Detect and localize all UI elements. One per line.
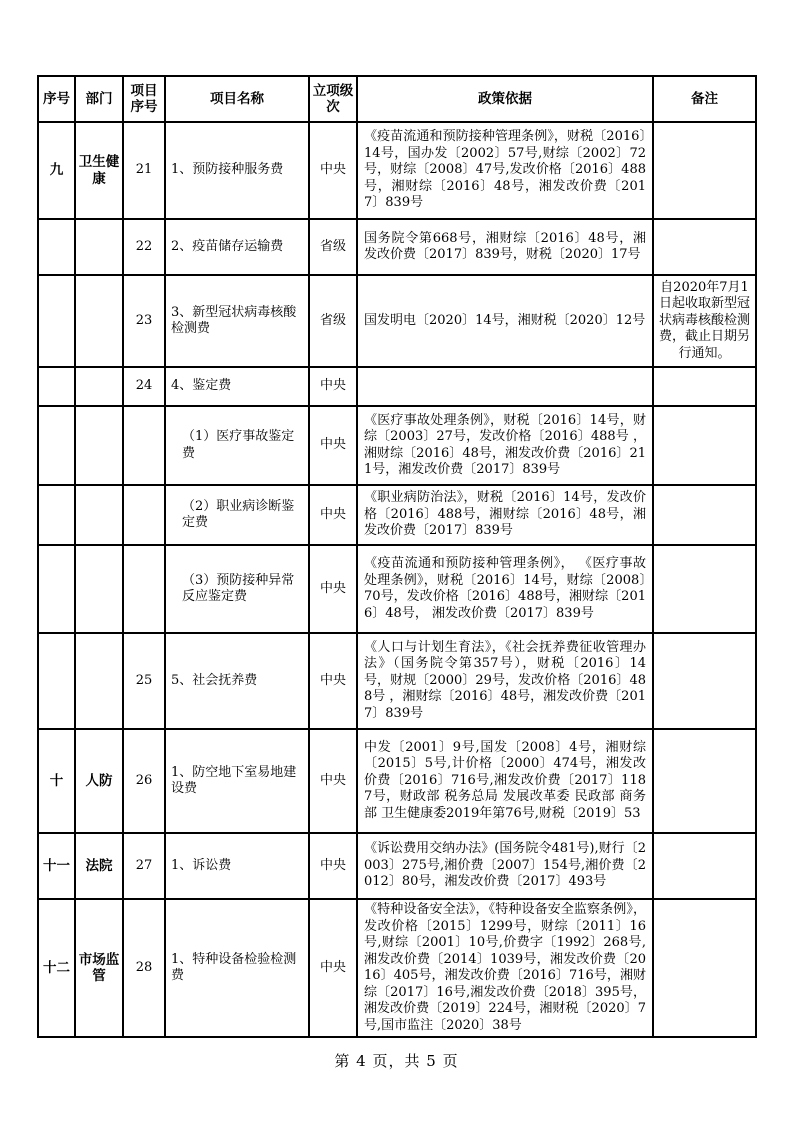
cell-dept	[75, 485, 123, 545]
cell-note	[653, 633, 756, 729]
cell-seq: 九	[38, 122, 75, 219]
cell-dept: 卫生健康	[75, 122, 123, 219]
cell-note	[653, 545, 756, 633]
table-header-row	[38, 76, 756, 122]
cell-dept	[75, 275, 123, 367]
cell-dept	[75, 545, 123, 633]
cell-dept	[75, 219, 123, 275]
cell-policy: 《疫苗流通和预防接种管理条例》， 《医疗事故处理条例》，财税〔2016〕14号，财综〔2008〕70号，发改价格〔2016〕488号，湘财综〔2016〕48号， 湘发改价费〔2017〕839号	[357, 545, 653, 633]
cell-policy: 《人口与计划生育法》，《社会抚养费征收管理办法》（国务院令第357号），财税〔2016〕14号，财规〔2000〕29号，发改价格〔2016〕488号 ，湘财综〔2016〕48号，湘发改价费〔2017〕839号	[357, 633, 653, 729]
cell-policy: 《疫苗流通和预防接种管理条例》，财税〔2016〕14号，国办发〔2002〕57号,财综〔2002〕72号，财综〔2008〕47号,发改价格〔2016〕488号，湘财综〔2016〕48号，湘发改价费〔2017〕839号	[357, 122, 653, 219]
cell-item-no	[123, 545, 165, 633]
cell-note	[653, 485, 756, 545]
cell-item-name: 5、社会抚养费	[165, 633, 309, 729]
cell-policy: 国务院令第668号，湘财综〔2016〕48号，湘发改价费〔2017〕839号，财税〔2020〕17号	[357, 219, 653, 275]
cell-item-no	[123, 485, 165, 545]
header-item-name: 项目名称	[165, 76, 309, 122]
table-row	[38, 122, 756, 219]
cell-level: 中央	[309, 367, 357, 406]
cell-level: 中央	[309, 633, 357, 729]
cell-policy	[357, 367, 653, 406]
cell-level: 中央	[309, 122, 357, 219]
cell-item-no: 21	[123, 122, 165, 219]
cell-policy: 《医疗事故处理条例》，财税〔2016〕14号，财综〔2003〕27号，发改价格〔2016〕488号 ，湘财综〔2016〕48号，湘发改价费〔2016〕211号，湘发改价费〔2017〕839号	[357, 406, 653, 485]
cell-note	[653, 219, 756, 275]
cell-level: 中央	[309, 833, 357, 899]
table-row	[38, 485, 756, 545]
header-policy: 政策依据	[357, 76, 653, 122]
cell-policy: 《诉讼费用交纳办法》(国务院令481号),财行〔2003〕275号,湘价费〔2007〕154号,湘价费〔2012〕80号，湘发改价费〔2017〕493号	[357, 833, 653, 899]
table-row	[38, 633, 756, 729]
cell-policy: 《特种设备安全法》，《特种设备安全监察条例》，发改价格〔2015〕1299号，财综〔2011〕16号,财综〔2001〕10号,价费字〔1992〕268号,湘发改价费〔2014〕1039号，湘发改价费〔2016〕405号，湘发改价费〔2016〕716号，湘财综〔2017〕16号,湘发改价费〔2018〕395号，湘发改价费〔2019〕224号，湘财税〔2020〕7号,国市监注〔2020〕38号	[357, 899, 653, 1037]
cell-item-name: 1、诉讼费	[165, 833, 309, 899]
cell-seq	[38, 406, 75, 485]
cell-level: 中央	[309, 485, 357, 545]
cell-note	[653, 367, 756, 406]
cell-item-name: （3）预防接种异常反应鉴定费	[165, 545, 309, 633]
cell-seq	[38, 633, 75, 729]
cell-item-name: 3、新型冠状病毒核酸检测费	[165, 275, 309, 367]
cell-dept	[75, 633, 123, 729]
table-row	[38, 729, 756, 833]
cell-level: 中央	[309, 729, 357, 833]
cell-level: 中央	[309, 406, 357, 485]
cell-policy: 中发〔2001〕9号,国发〔2008〕4号，湘财综〔2015〕5号,计价格〔2000〕474号，湘发改价费〔2016〕716号,湘发改价费〔2017〕1187号，财政部 税务总局 发展改革委 民政部 商务部 卫生健康委2019年第76号,财税〔2019〕53	[357, 729, 653, 833]
cell-note: 自2020年7月1日起收取新型冠状病毒核酸检测费，截止日期另行通知。	[653, 275, 756, 367]
table-row	[38, 219, 756, 275]
table-row	[38, 367, 756, 406]
cell-seq	[38, 219, 75, 275]
cell-item-name: 1、预防接种服务费	[165, 122, 309, 219]
cell-dept	[75, 406, 123, 485]
cell-dept: 人防	[75, 729, 123, 833]
cell-note	[653, 833, 756, 899]
cell-item-name: 1、特种设备检验检测费	[165, 899, 309, 1037]
cell-level: 中央	[309, 899, 357, 1037]
cell-item-no: 27	[123, 833, 165, 899]
page-number: 第 4 页，共 5 页	[334, 1052, 459, 1070]
header-seq: 序号	[38, 76, 75, 122]
cell-seq: 十二	[38, 899, 75, 1037]
cell-item-name: 4、鉴定费	[165, 367, 309, 406]
header-dept: 部门	[75, 76, 123, 122]
cell-item-no: 28	[123, 899, 165, 1037]
cell-seq	[38, 545, 75, 633]
cell-item-name: （2）职业病诊断鉴定费	[165, 485, 309, 545]
cell-note	[653, 899, 756, 1037]
cell-item-no: 22	[123, 219, 165, 275]
header-note: 备注	[653, 76, 756, 122]
cell-level: 中央	[309, 545, 357, 633]
table-row	[38, 899, 756, 1037]
cell-item-no: 26	[123, 729, 165, 833]
cell-note	[653, 122, 756, 219]
table-row	[38, 545, 756, 633]
cell-item-name: 2、疫苗储存运输费	[165, 219, 309, 275]
cell-dept: 市场监管	[75, 899, 123, 1037]
cell-item-name: 1、防空地下室易地建设费	[165, 729, 309, 833]
fee-items-table	[37, 75, 757, 1038]
cell-item-no: 25	[123, 633, 165, 729]
cell-seq: 十	[38, 729, 75, 833]
cell-item-no: 23	[123, 275, 165, 367]
table-row	[38, 275, 756, 367]
cell-policy: 国发明电〔2020〕14号，湘财税〔2020〕12号	[357, 275, 653, 367]
cell-item-name: （1）医疗事故鉴定费	[165, 406, 309, 485]
cell-item-no	[123, 406, 165, 485]
cell-seq	[38, 485, 75, 545]
cell-item-no: 24	[123, 367, 165, 406]
cell-seq: 十一	[38, 833, 75, 899]
cell-level: 省级	[309, 275, 357, 367]
cell-note	[653, 406, 756, 485]
header-level: 立项级次	[309, 76, 357, 122]
cell-dept: 法院	[75, 833, 123, 899]
cell-policy: 《职业病防治法》，财税〔2016〕14号，发改价格〔2016〕488号，湘财综〔2016〕48号，湘发改价费〔2017〕839号	[357, 485, 653, 545]
table-row	[38, 833, 756, 899]
cell-seq	[38, 367, 75, 406]
table-row	[38, 406, 756, 485]
header-item-no: 项目序号	[123, 76, 165, 122]
cell-level: 省级	[309, 219, 357, 275]
cell-seq	[38, 275, 75, 367]
cell-note	[653, 729, 756, 833]
cell-dept	[75, 367, 123, 406]
